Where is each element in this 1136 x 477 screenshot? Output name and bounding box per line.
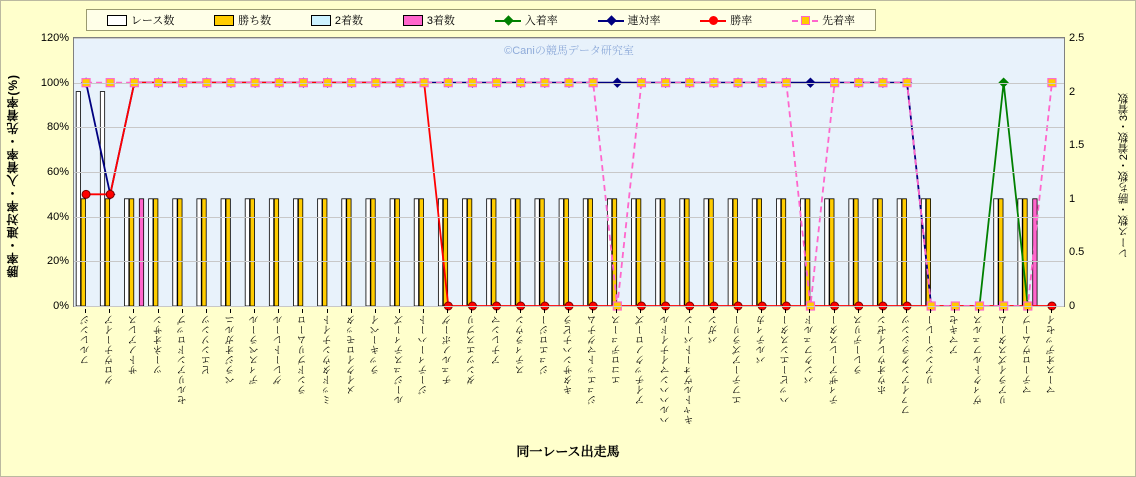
x-axis-label: ヴィクトルフェルス (974, 315, 986, 405)
x-tick (85, 309, 86, 313)
legend-item-5 (598, 12, 661, 28)
x-tick (665, 309, 666, 313)
x-tick (351, 309, 352, 313)
bar (535, 199, 539, 306)
bar (221, 199, 225, 306)
x-axis-label: ジーティーハート (419, 315, 431, 395)
x-axis-label: バガン (708, 315, 720, 345)
x-axis-label: ファイアンクラシンツ (902, 315, 914, 415)
bar (854, 199, 858, 306)
bar (390, 199, 394, 306)
y-axis-title-left-text: 勝率・連対率・入着率・先着率(%) (5, 74, 20, 278)
bar (781, 199, 785, 306)
x-axis-label: ハッピーエンスター (781, 315, 793, 405)
y-tick-right: 1 (1069, 192, 1076, 205)
x-axis-label: リアライズスターム (998, 315, 1010, 405)
x-tick (568, 309, 569, 313)
bar (806, 199, 810, 306)
x-tick (182, 309, 183, 313)
bar (318, 199, 322, 306)
bar (680, 199, 684, 306)
bar (124, 199, 128, 306)
legend-item-1 (214, 12, 271, 28)
bar (463, 199, 467, 306)
x-axis-label: アイチックノローズ (636, 315, 648, 405)
x-axis-label: サトノアレス (129, 315, 141, 375)
x-axis-label: ジュエットマグナム (588, 315, 600, 405)
legend-swatch-icon (214, 15, 234, 26)
x-axis-label: ランドプリムーロ (298, 315, 310, 395)
bar (564, 199, 568, 306)
data-point (82, 190, 90, 198)
legend-label: 入着率 (524, 15, 558, 27)
bar (873, 199, 877, 306)
plot-area (40, 32, 1085, 312)
x-axis-label: ダンツエスプリ (467, 315, 479, 385)
bar (245, 199, 249, 306)
bar (999, 199, 1003, 306)
bar (994, 199, 998, 306)
bar (588, 199, 592, 306)
x-tick (882, 309, 883, 313)
x-axis-label: ビエンソンツ (201, 315, 213, 375)
x-axis-label: ティザアーレスター (829, 315, 841, 405)
gridline (74, 172, 1064, 173)
y-tick-left: 0% (53, 300, 69, 312)
x-axis-label: フルレンジ (81, 315, 93, 365)
x-tick (447, 309, 448, 313)
bar (849, 199, 853, 306)
bar (897, 199, 901, 306)
legend-label: レース数 (130, 15, 175, 27)
gridline (74, 38, 1064, 39)
bar (559, 199, 563, 306)
bar (298, 199, 302, 306)
bar (100, 92, 104, 306)
bar (492, 199, 496, 306)
legend-line-icon (495, 15, 521, 26)
bar (1033, 199, 1037, 306)
x-axis-label: マースオデッセイ (1046, 315, 1058, 395)
bar (487, 199, 491, 306)
x-tick (158, 309, 159, 313)
x-axis-label: スティラウン (515, 315, 527, 375)
watermark: ©Caniの競馬データ研究室 (504, 45, 634, 57)
x-tick (254, 309, 255, 313)
y-tick-left: 120% (40, 32, 69, 44)
x-tick (954, 309, 955, 313)
gridline (74, 127, 1064, 128)
line-series (86, 83, 1052, 306)
x-axis-label: キタサンハナビラ (564, 315, 575, 395)
bar (250, 199, 254, 306)
bar (656, 199, 660, 306)
bar (371, 199, 375, 306)
bar (516, 199, 520, 306)
bar (105, 199, 109, 306)
x-axis-label: マテーロヴムーブ (1022, 315, 1034, 395)
bar (366, 199, 370, 306)
legend-swatch-icon (107, 15, 127, 26)
x-tick (375, 309, 376, 313)
legend-label: 勝ち数 (238, 15, 272, 27)
legend-line-icon (598, 15, 624, 26)
gridline (74, 306, 1064, 307)
bar (685, 199, 689, 306)
legend-label: 3着数 (426, 15, 455, 27)
x-axis-label: エフテーアズラリー (733, 315, 745, 405)
legend-item-0 (107, 12, 174, 28)
x-tick (689, 309, 690, 313)
legend-label: 勝率 (730, 15, 753, 27)
x-axis-label: ハルハハンマイナイドル (660, 315, 672, 425)
legend-label: 先着率 (822, 15, 856, 27)
x-axis-label: ミッドタウンナイト (322, 315, 334, 405)
x-tick (906, 309, 907, 313)
bar (81, 199, 85, 306)
x-axis-label: セルリアンドロップ (177, 315, 189, 405)
x-axis-label: バルティカ (757, 315, 769, 365)
bar (878, 199, 882, 306)
legend-label: 連対率 (627, 15, 661, 27)
y-tick-left: 40% (46, 210, 69, 223)
bar (274, 199, 278, 306)
x-axis-label: グロヴナーイア (105, 315, 117, 385)
bar (661, 199, 665, 306)
bar (269, 199, 273, 306)
x-tick (834, 309, 835, 313)
x-tick (544, 309, 545, 313)
x-tick (809, 309, 810, 313)
bar (636, 199, 640, 306)
y-tick-left: 20% (46, 255, 69, 268)
bar (347, 199, 351, 306)
gridline (74, 83, 1064, 84)
bar (757, 199, 761, 306)
x-tick (230, 309, 231, 313)
x-axis-label: アナレンマ (491, 315, 503, 365)
bar (154, 199, 158, 306)
x-tick (737, 309, 738, 313)
legend-swatch-icon (311, 15, 331, 26)
legend-item-7 (792, 12, 855, 28)
legend-line-icon (700, 15, 726, 26)
x-tick (496, 309, 497, 313)
x-tick (761, 309, 762, 313)
legend-swatch-icon (403, 15, 423, 26)
x-tick (520, 309, 521, 313)
gridline (74, 217, 1064, 218)
x-axis-label: ディスペラール (250, 315, 262, 385)
y-axis-title-right-text: レース数・勝ち数・2着数・3着数 (1118, 92, 1130, 260)
x-axis-label: ジュエロジー (539, 315, 551, 375)
bar (419, 199, 423, 306)
x-tick (1003, 309, 1004, 313)
x-axis-label: エコロデュース (612, 315, 624, 385)
x-axis-label: ベラジオガルニ (225, 315, 237, 385)
bar (830, 199, 834, 306)
x-axis-label: ツーネオサン (153, 315, 165, 375)
bar (197, 199, 201, 306)
bar (202, 199, 206, 306)
chart-legend (86, 9, 876, 31)
bar (76, 92, 80, 306)
bar (733, 199, 737, 306)
legend-item-6 (700, 12, 752, 28)
bar (728, 199, 732, 306)
x-axis-title: 同一レース出走馬 (516, 444, 620, 459)
x-tick (930, 309, 931, 313)
bar (540, 199, 544, 306)
line-series (86, 83, 1052, 306)
bar (323, 199, 327, 306)
bar (752, 199, 756, 306)
x-tick (471, 309, 472, 313)
x-axis-label: リアンシーレー (926, 315, 938, 385)
bar (129, 199, 133, 306)
bar (178, 199, 182, 306)
gridline (74, 261, 1064, 262)
x-tick (785, 309, 786, 313)
bar (293, 199, 297, 306)
x-tick (713, 309, 714, 313)
y-tick-left: 60% (46, 166, 69, 178)
x-axis-label: ラレーデリス (853, 315, 865, 375)
y-tick-right: 2.5 (1069, 32, 1085, 44)
bar (709, 199, 713, 306)
bar (583, 199, 587, 306)
data-point (106, 190, 114, 198)
bar (342, 199, 346, 306)
x-tick (858, 309, 859, 313)
x-axis-label: チェルノボーグ (443, 315, 455, 385)
legend-item-3 (403, 12, 455, 28)
x-tick (206, 309, 207, 313)
x-axis-label: グレートレール (274, 315, 286, 385)
x-tick (133, 309, 134, 313)
x-tick (327, 309, 328, 313)
x-tick (278, 309, 279, 313)
legend-item-4 (495, 12, 558, 28)
x-tick (423, 309, 424, 313)
y-axis-title-left (3, 31, 21, 321)
bar (704, 199, 708, 306)
bar (632, 199, 636, 306)
y-tick-right: 0 (1069, 300, 1076, 312)
x-tick (109, 309, 110, 313)
bar (414, 199, 418, 306)
x-axis-label: バンクフェルド (805, 315, 817, 385)
legend-label: 2着数 (334, 15, 364, 27)
x-axis-label: メイクイロモッタ (346, 315, 358, 395)
x-tick (1051, 309, 1052, 313)
bar (173, 199, 177, 306)
bar (776, 199, 780, 306)
bar (139, 199, 143, 306)
bar (511, 199, 515, 306)
x-tick (1027, 309, 1028, 313)
y-tick-right: 0.5 (1069, 246, 1085, 259)
bar (825, 199, 829, 306)
x-tick (616, 309, 617, 313)
legend-line-icon (792, 15, 818, 26)
x-axis-label: ルージュスティーズ (394, 315, 406, 405)
y-tick-left: 100% (40, 76, 69, 89)
bar (467, 199, 471, 306)
x-axis-label: アマキセ (950, 315, 962, 355)
x-tick (399, 309, 400, 313)
x-axis-labels (73, 309, 1065, 427)
x-axis-label: ホウオウレイゼン (877, 315, 889, 395)
y-tick-right: 2 (1069, 85, 1076, 98)
x-tick (302, 309, 303, 313)
x-axis-label: キャトルヴォートバーン (684, 315, 696, 425)
bar (395, 199, 399, 306)
legend-item-2 (311, 12, 363, 28)
y-tick-left: 80% (46, 121, 69, 134)
bar (902, 199, 906, 306)
y-axis-title-right (1115, 31, 1133, 321)
x-axis-label: ラッキーベイ (370, 315, 382, 375)
bar (226, 199, 230, 306)
x-tick (640, 309, 641, 313)
y-tick-right: 1.5 (1069, 139, 1085, 152)
bar (149, 199, 153, 306)
x-tick (978, 309, 979, 313)
x-tick (592, 309, 593, 313)
